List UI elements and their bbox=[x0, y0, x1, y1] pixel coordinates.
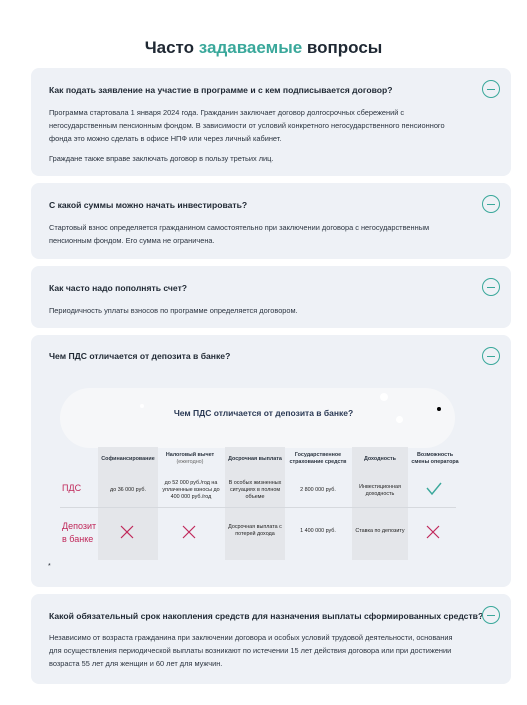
faq-question[interactable]: Чем ПДС отличается от депозита в банке? bbox=[49, 351, 231, 361]
faq-item[interactable] bbox=[31, 68, 511, 176]
faq-answer: Периодичность уплаты взносов по программе определяется договором. bbox=[49, 306, 298, 315]
faq-answer: Независимо от возраста гражданина при заключении договора и особых условий трудовой деятельности, основания для осуществления периодической выплаты возникают по истечении 15 лет действия договора или при достижении возраста 55 лет для женщин и 60 лет для мужчин. bbox=[49, 633, 453, 668]
faq-question[interactable]: Как часто надо пополнять счет? bbox=[49, 283, 188, 293]
column-shade bbox=[352, 447, 408, 560]
table-cell: 2 800 000 руб. bbox=[300, 487, 336, 493]
faq-answer: Программа стартовала 1 января 2024 года. Гражданин заключает договор долгосрочных сбережений с негосударственным пенсионным фондом. В зависимости от условий конкретного негосударственного пенсионного фонда это можно сделать в офисе НПФ или через личный кабинет. Граждане также вправе заключать договор в пользу третьих лиц. bbox=[49, 108, 445, 163]
decor-dot bbox=[380, 393, 388, 401]
cross-icon bbox=[120, 525, 134, 544]
faq-item[interactable] bbox=[31, 183, 511, 259]
row-divider bbox=[60, 507, 456, 508]
faq-item[interactable] bbox=[31, 594, 511, 684]
collapse-icon[interactable] bbox=[482, 606, 500, 624]
column-header: Доходность bbox=[363, 456, 396, 462]
page-title: Часто задаваемые вопросы bbox=[144, 38, 383, 57]
footnote: * bbox=[48, 563, 51, 570]
faq-item[interactable] bbox=[31, 266, 511, 328]
column-header: Досрочная выплата bbox=[228, 456, 282, 462]
table-cell: Ставка по депозиту bbox=[355, 528, 405, 534]
column-header: Возможность смены оператора bbox=[411, 452, 459, 465]
faq-answer: Стартовый взнос определяется гражданином самостоятельно при заключении договора с негосударственным пенсионным фондом. Его сумма не ограничена. bbox=[49, 223, 430, 245]
faq-question[interactable]: С какой суммы можно начать инвестировать? bbox=[49, 200, 248, 210]
collapse-icon[interactable] bbox=[482, 278, 500, 296]
collapse-icon[interactable] bbox=[482, 347, 500, 365]
column-header: Государственное страхование средств bbox=[289, 452, 347, 465]
column-header: Налоговый вычет (ежегодно) bbox=[165, 452, 215, 465]
table-cell: до 52 000 руб./год на уплаченные взносы до 400 000 руб./год bbox=[162, 480, 220, 500]
row-label: ПДС bbox=[62, 483, 82, 493]
table-cell: В особых жизненных ситуациях в полном объеме bbox=[228, 480, 282, 500]
collapse-icon[interactable] bbox=[482, 195, 500, 213]
cross-icon bbox=[426, 525, 440, 544]
row-label: Депозит в банке bbox=[62, 521, 97, 544]
check-icon bbox=[426, 482, 442, 501]
column-shade bbox=[225, 447, 285, 560]
faq-question[interactable]: Как подать заявление на участие в программе и с кем подписывается договор? bbox=[49, 85, 393, 95]
column-header: Софинансирование bbox=[101, 456, 155, 462]
cross-icon bbox=[182, 525, 196, 544]
table-cell: 1 400 000 руб. bbox=[300, 528, 336, 534]
comparison-title: Чем ПДС отличается от депозита в банке? bbox=[173, 408, 354, 418]
table-cell: Инвестиционная доходность bbox=[359, 484, 401, 497]
collapse-icon[interactable] bbox=[482, 80, 500, 98]
table-cell: Досрочная выплата с потерей дохода bbox=[228, 524, 282, 537]
table-cell: до 36 000 руб. bbox=[110, 487, 146, 493]
faq-question[interactable]: Какой обязательный срок накопления средств для назначения выплаты сформированных средств? bbox=[49, 611, 484, 621]
